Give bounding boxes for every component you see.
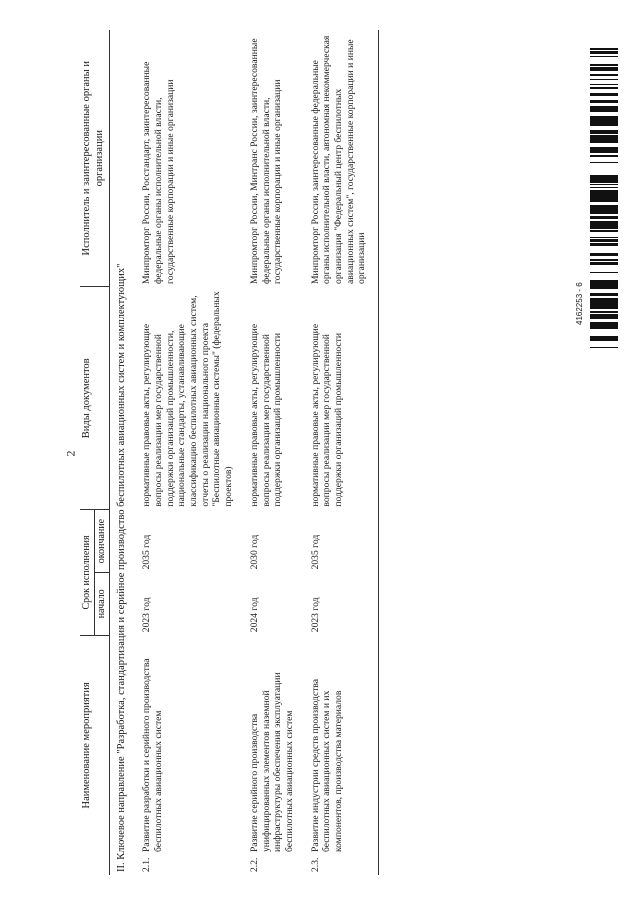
row-name: Развитие разработки и серийного производства беспилотных авиационных систем [141, 658, 164, 853]
row-start: 2023 год [141, 597, 153, 633]
barcode-number: 4162253 - 6 [575, 282, 584, 325]
row-exec: Минпромторг России, Минтранс России, заинтересованные федеральные органы исполнительной власти, государственные корпорации и иные организации [248, 38, 284, 284]
header-docs: Виды документов [80, 287, 110, 510]
row-start: 2023 год [306, 572, 379, 635]
table-row [306, 30, 379, 875]
row-num: 2.2. [248, 857, 260, 872]
row-exec: Минпромторг России, заинтересованные федеральные органы исполнительной власти, автономная некоммерческая организация "Федеральный центр беспилотных авиационных систем", государственные корпорации и иные организации [306, 30, 379, 287]
header-exec: Исполнитель и заинтересованные органы и организации [80, 30, 110, 287]
header-term: Срок исполнения [80, 510, 95, 636]
row-name: Развитие серийного производства унифицированных элементов наземной инфраструктуры обеспечения эксплуатации беспилотных авиационных систем [248, 672, 295, 853]
row-docs: нормативные правовые акты, регулирующие вопросы реализации мер государственной поддержки организаций промышленности [248, 323, 284, 507]
page-number: 2 [63, 450, 78, 457]
table-row [137, 30, 245, 875]
row-docs: нормативные правовые акты, регулирующие вопросы реализации мер государственной поддержки организаций промышленности [306, 287, 379, 510]
row-end: 2035 год [306, 510, 379, 573]
row-name: Развитие индустрии средств производства беспилотных авиационных систем и их компонентов, производства материалов [306, 635, 379, 855]
rotated-table-container [80, 30, 560, 875]
row-end: 2035 год [141, 534, 153, 570]
header-name: Наименование мероприятия [80, 635, 110, 855]
row-num: 2.1. [141, 857, 153, 872]
barcode-image [590, 48, 618, 890]
table-row [245, 30, 306, 875]
row-start: 2024 год [248, 597, 260, 633]
row-end: 2030 год [248, 534, 260, 570]
row-exec: Минпромторг России, Росстандарт, заинтересованные федеральные органы исполнительной власти, государственные корпорации и иные организации [141, 61, 176, 284]
section-title: II. Ключевое направление "Разработка, стандартизация и серийное производство беспилотных авиационных систем и комплектующих" [116, 263, 128, 872]
measures-table [80, 30, 379, 875]
header-term-end: окончание [95, 510, 110, 573]
header-term-start: начало [95, 572, 110, 635]
row-num: 2.3. [306, 855, 379, 875]
row-docs: нормативные правовые акты, регулирующие вопросы реализации мер государственной поддержки организаций промышленности, национальные стандарты, устанавливающие классификацию беспилотных авиационных систем, отчеты о реализации национального проекта "Беспилотные авиационные системы" (федеральных проектов) [141, 291, 235, 507]
header-num [80, 855, 110, 875]
